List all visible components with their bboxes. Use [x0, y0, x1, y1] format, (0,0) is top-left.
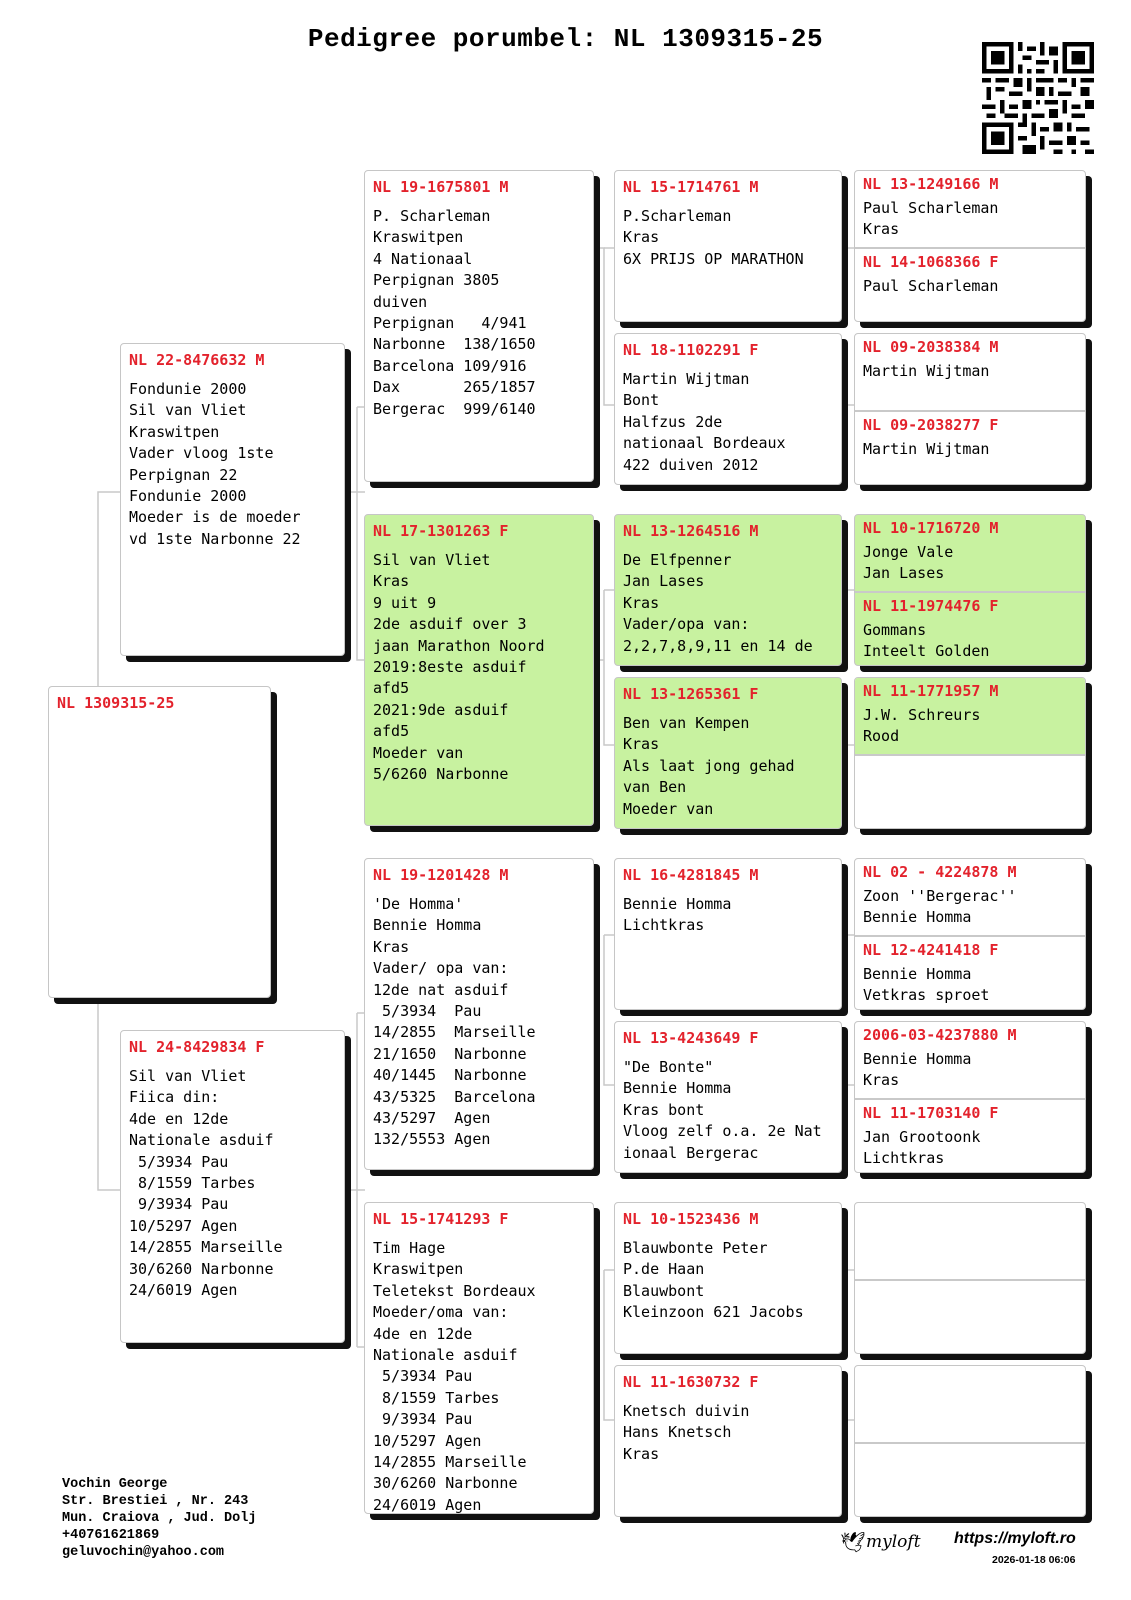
owner-phone: +40761621869 [62, 1528, 160, 1543]
subject-ring: NL 1309315-25 [57, 694, 175, 712]
gen3-card[interactable] [614, 858, 842, 1010]
gen4-ring: NL 10-1716720 M [863, 519, 999, 537]
sire-notes: Fondunie 2000 Sil van Vliet Kraswitpen Vader vloog 1ste Perpignan 22 Fondunie 2000 Moeder is de moeder vd 1ste Narbonne 22 [129, 380, 301, 548]
gen3-ring: NL 15-1714761 M [623, 178, 759, 196]
gen4-notes: Martin Wijtman [863, 362, 990, 380]
gen3-card[interactable] [614, 333, 842, 485]
dam-dam-notes: Tim Hage Kraswitpen Teletekst Bordeaux Moeder/oma van: 4de en 12de Nationale asduif 5/3934 Pau 8/1559 Tarbes 9/3934 Pau 10/5297 Agen 14/2855 Marseille 30/6260 Narbonne 24/6019 Agen [373, 1239, 536, 1514]
sire-sire-ring: NL 19-1675801 M [373, 178, 509, 196]
gen4-ring: NL 11-1703140 F [863, 1104, 999, 1122]
owner-street: Str. Brestiei , Nr. 243 [62, 1494, 249, 1509]
gen3-card[interactable] [614, 1021, 842, 1173]
sire-dam-notes: Sil van Vliet Kras 9 uit 9 2de asduif over 3 jaan Marathon Noord 2019:8este asduif afd5 2021:9de asduif afd5 Moeder van 5/6260 Narbonne [373, 551, 545, 784]
sire-sire-notes: P. Scharleman Kraswitpen 4 Nationaal Perpignan 3805 duiven Perpignan 4/941 Narbonne 138/1650 Barcelona 109/916 Dax 265/1857 Bergerac 999/6140 [373, 207, 536, 418]
dam-card[interactable] [120, 1030, 345, 1343]
gen3-card[interactable] [614, 1202, 842, 1354]
gen4-notes: Bennie Homma Kras [863, 1050, 972, 1090]
gen4-notes: Bennie Homma Vetkras sproet [863, 965, 990, 1005]
gen4-card[interactable] [854, 1202, 1086, 1354]
gen4-card[interactable] [854, 333, 1086, 485]
sire-ring: NL 22-8476632 M [129, 351, 265, 369]
gen3-notes: De Elfpenner Jan Lases Kras Vader/opa van: 2,2,7,8,9,11 en 14 de [623, 551, 813, 655]
gen3-ring: NL 10-1523436 M [623, 1210, 759, 1228]
dam-dam-ring: NL 15-1741293 F [373, 1210, 509, 1228]
gen3-ring: NL 16-4281845 M [623, 866, 759, 884]
owner-email[interactable]: geluvochin@yahoo.com [62, 1545, 225, 1560]
dam-dam-card[interactable] [364, 1202, 594, 1514]
myloft-logo: myloft [866, 1532, 921, 1552]
gen3-ring: NL 11-1630732 F [623, 1373, 759, 1391]
dam-sire-ring: NL 19-1201428 M [373, 866, 509, 884]
gen4-notes: J.W. Schreurs Rood [863, 706, 981, 746]
page-title: Pedigree porumbel: NL 1309315-25 [307, 24, 824, 54]
gen3-ring: NL 13-4243649 F [623, 1029, 759, 1047]
dam-notes: Sil van Vliet Fiica din: 4de en 12de Nationale asduif 5/3934 Pau 8/1559 Tarbes 9/3934 Pau 10/5297 Agen 14/2855 Marseille 30/6260 Narbonne 24/6019 Agen [129, 1067, 283, 1300]
gen4-ring: NL 02 - 4224878 M [863, 863, 1017, 881]
gen4-ring: NL 12-4241418 F [863, 941, 999, 959]
website-link[interactable]: https://myloft.ro [954, 1530, 1076, 1547]
gen3-card[interactable] [614, 677, 842, 829]
gen4-notes: Jan Grootoonk Lichtkras [863, 1128, 981, 1168]
gen3-card[interactable] [614, 514, 842, 666]
owner-info [62, 1476, 256, 1561]
gen4-ring: NL 09-2038277 F [863, 416, 999, 434]
gen4-card[interactable] [854, 677, 1086, 829]
pigeon-icon: 🕊 [840, 1530, 866, 1554]
gen4-notes: Paul Scharleman [863, 277, 999, 295]
sire-sire-card[interactable] [364, 170, 594, 482]
gen3-notes: Knetsch duivin Hans Knetsch Kras [623, 1402, 750, 1463]
gen4-card[interactable] [854, 1365, 1086, 1517]
sire-dam-ring: NL 17-1301263 F [373, 522, 509, 540]
gen4-ring: 2006-03-4237880 M [863, 1026, 1017, 1044]
owner-city: Mun. Craiova , Jud. Dolj [62, 1511, 257, 1526]
sire-dam-card[interactable] [364, 514, 594, 826]
gen3-notes: P.Scharleman Kras 6X PRIJS OP MARATHON [623, 207, 804, 268]
gen4-notes: Zoon ''Bergerac'' Bennie Homma [863, 887, 1017, 927]
gen4-card[interactable] [854, 170, 1086, 322]
gen4-ring: NL 09-2038384 M [863, 338, 999, 356]
dam-sire-card[interactable] [364, 858, 594, 1170]
gen3-card[interactable] [614, 170, 842, 322]
subject-card[interactable] [48, 686, 271, 998]
gen3-notes: Bennie Homma Lichtkras [623, 895, 732, 935]
dam-ring: NL 24-8429834 F [129, 1038, 265, 1056]
gen4-ring: NL 11-1974476 F [863, 597, 999, 615]
gen3-notes: Ben van Kempen Kras Als laat jong gehad van Ben Moeder van [623, 714, 795, 818]
gen4-notes: Paul Scharleman Kras [863, 199, 999, 239]
generated-timestamp: 2026-01-18 06:06 [992, 1554, 1076, 1566]
sire-card[interactable] [120, 343, 345, 656]
owner-name: Vochin George [62, 1477, 168, 1492]
gen3-card[interactable] [614, 1365, 842, 1517]
footer-brand [840, 1530, 1100, 1580]
gen3-notes: "De Bonte" Bennie Homma Kras bont Vloog zelf o.a. 2e Nat ionaal Bergerac [623, 1058, 822, 1162]
gen4-notes: Martin Wijtman [863, 440, 990, 458]
gen3-ring: NL 13-1264516 M [623, 522, 759, 540]
gen4-card[interactable] [854, 858, 1086, 1010]
dam-sire-notes: 'De Homma' Bennie Homma Kras Vader/ opa van: 12de nat asduif 5/3934 Pau 14/2855 Marseille 21/1650 Narbonne 40/1445 Narbonne 43/5325 Barcelona 43/5297 Agen 132/5553 Agen [373, 895, 536, 1149]
gen3-ring: NL 18-1102291 F [623, 341, 759, 359]
gen4-card[interactable] [854, 514, 1086, 666]
gen3-notes: Martin Wijtman Bont Halfzus 2de nationaal Bordeaux 422 duiven 2012 [623, 370, 786, 474]
gen4-ring: NL 13-1249166 M [863, 175, 999, 193]
gen4-card[interactable] [854, 1021, 1086, 1173]
gen4-ring: NL 11-1771957 M [863, 682, 999, 700]
gen4-notes: Jonge Vale Jan Lases [863, 543, 954, 583]
qr-code-icon [982, 42, 1094, 154]
gen3-ring: NL 13-1265361 F [623, 685, 759, 703]
gen3-notes: Blauwbonte Peter P.de Haan Blauwbont Kleinzoon 621 Jacobs [623, 1239, 804, 1322]
gen4-ring: NL 14-1068366 F [863, 253, 999, 271]
gen4-notes: Gommans Inteelt Golden [863, 621, 990, 661]
